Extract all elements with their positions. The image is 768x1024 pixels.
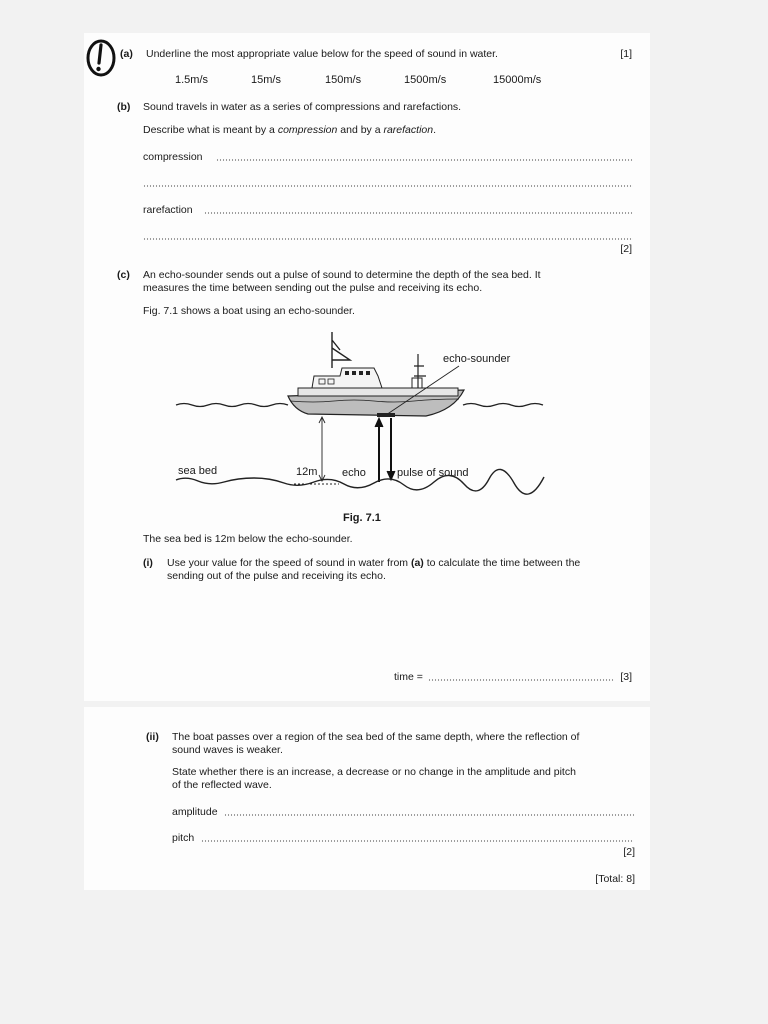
echo-sounder-figure xyxy=(174,326,554,496)
time-answer-line[interactable] xyxy=(428,679,614,681)
rarefaction-answer-line[interactable] xyxy=(204,212,633,214)
speed-option-3[interactable]: 150m/s xyxy=(325,74,362,86)
pulse-label: pulse of sound xyxy=(397,467,469,479)
boat-mast xyxy=(332,332,350,368)
sub-ii-text-line2: sound waves is weaker. xyxy=(172,744,283,756)
handwritten-question-number xyxy=(84,37,118,79)
speed-option-2[interactable]: 15m/s xyxy=(251,74,281,86)
pitch-label: pitch xyxy=(172,832,195,844)
amplitude-answer-line[interactable] xyxy=(224,814,634,816)
echo-sounder-label: echo-sounder xyxy=(443,353,511,365)
part-c-text-line2: measures the time between sending out the pulse and receiving its echo. xyxy=(143,282,483,294)
part-a-label: (a) xyxy=(120,48,133,60)
speed-option-1[interactable]: 1.5m/s xyxy=(175,74,209,86)
question-page-top xyxy=(84,33,650,701)
compression-answer-line-2[interactable] xyxy=(143,185,633,187)
total-marks: [Total: 8] xyxy=(595,873,635,885)
part-b-marks: [2] xyxy=(620,243,632,255)
sea-bed-statement: The sea bed is 12m below the echo-sounder. xyxy=(143,533,353,545)
part-c-label: (c) xyxy=(117,269,130,281)
speed-option-4[interactable]: 1500m/s xyxy=(404,74,447,86)
pitch-answer-line[interactable] xyxy=(201,840,634,842)
sea-bed-label: sea bed xyxy=(178,465,218,477)
sub-ii-instruction-line2: of the reflected wave. xyxy=(172,779,272,791)
depth-label: 12m xyxy=(296,466,318,478)
part-b-label: (b) xyxy=(117,101,131,113)
part-b-statement: Sound travels in water as a series of compressions and rarefactions. xyxy=(143,101,462,113)
sub-ii-instruction-line1: State whether there is an increase, a decrease or no change in the amplitude and pitch xyxy=(172,766,576,778)
sub-i-text-line2: sending out of the pulse and receiving its echo. xyxy=(167,570,386,582)
part-c-text-line1: An echo-sounder sends out a pulse of sound to determine the depth of the sea bed. It xyxy=(143,269,541,281)
amplitude-label: amplitude xyxy=(172,806,218,818)
rarefaction-answer-line-2[interactable] xyxy=(143,238,633,240)
question-page-bottom xyxy=(84,707,650,890)
fig-intro: Fig. 7.1 shows a boat using an echo-sounder. xyxy=(143,305,355,317)
speed-option-5[interactable]: 15000m/s xyxy=(493,74,542,86)
part-a-marks: [1] xyxy=(620,48,632,60)
compression-answer-line[interactable] xyxy=(216,159,633,161)
sub-ii-marks: [2] xyxy=(623,846,635,858)
sub-i-label: (i) xyxy=(143,557,153,569)
part-a-question: Underline the most appropriate value below for the speed of sound in water. xyxy=(146,48,498,60)
time-answer-label: time = xyxy=(394,671,423,683)
sub-i-text-line1: Use your value for the speed of sound in water from (a) to calculate the time between the xyxy=(167,557,581,569)
compression-label: compression xyxy=(143,151,203,163)
rarefaction-label: rarefaction xyxy=(143,204,193,216)
sub-ii-text-line1: The boat passes over a region of the sea bed of the same depth, where the reflection of xyxy=(172,731,580,743)
sub-ii-label: (ii) xyxy=(146,731,159,743)
part-b-instruction: Describe what is meant by a compression and by a rarefaction. xyxy=(143,124,436,136)
sub-i-marks: [3] xyxy=(620,671,632,683)
figure-caption: Fig. 7.1 xyxy=(343,512,381,524)
echo-label: echo xyxy=(342,467,366,479)
